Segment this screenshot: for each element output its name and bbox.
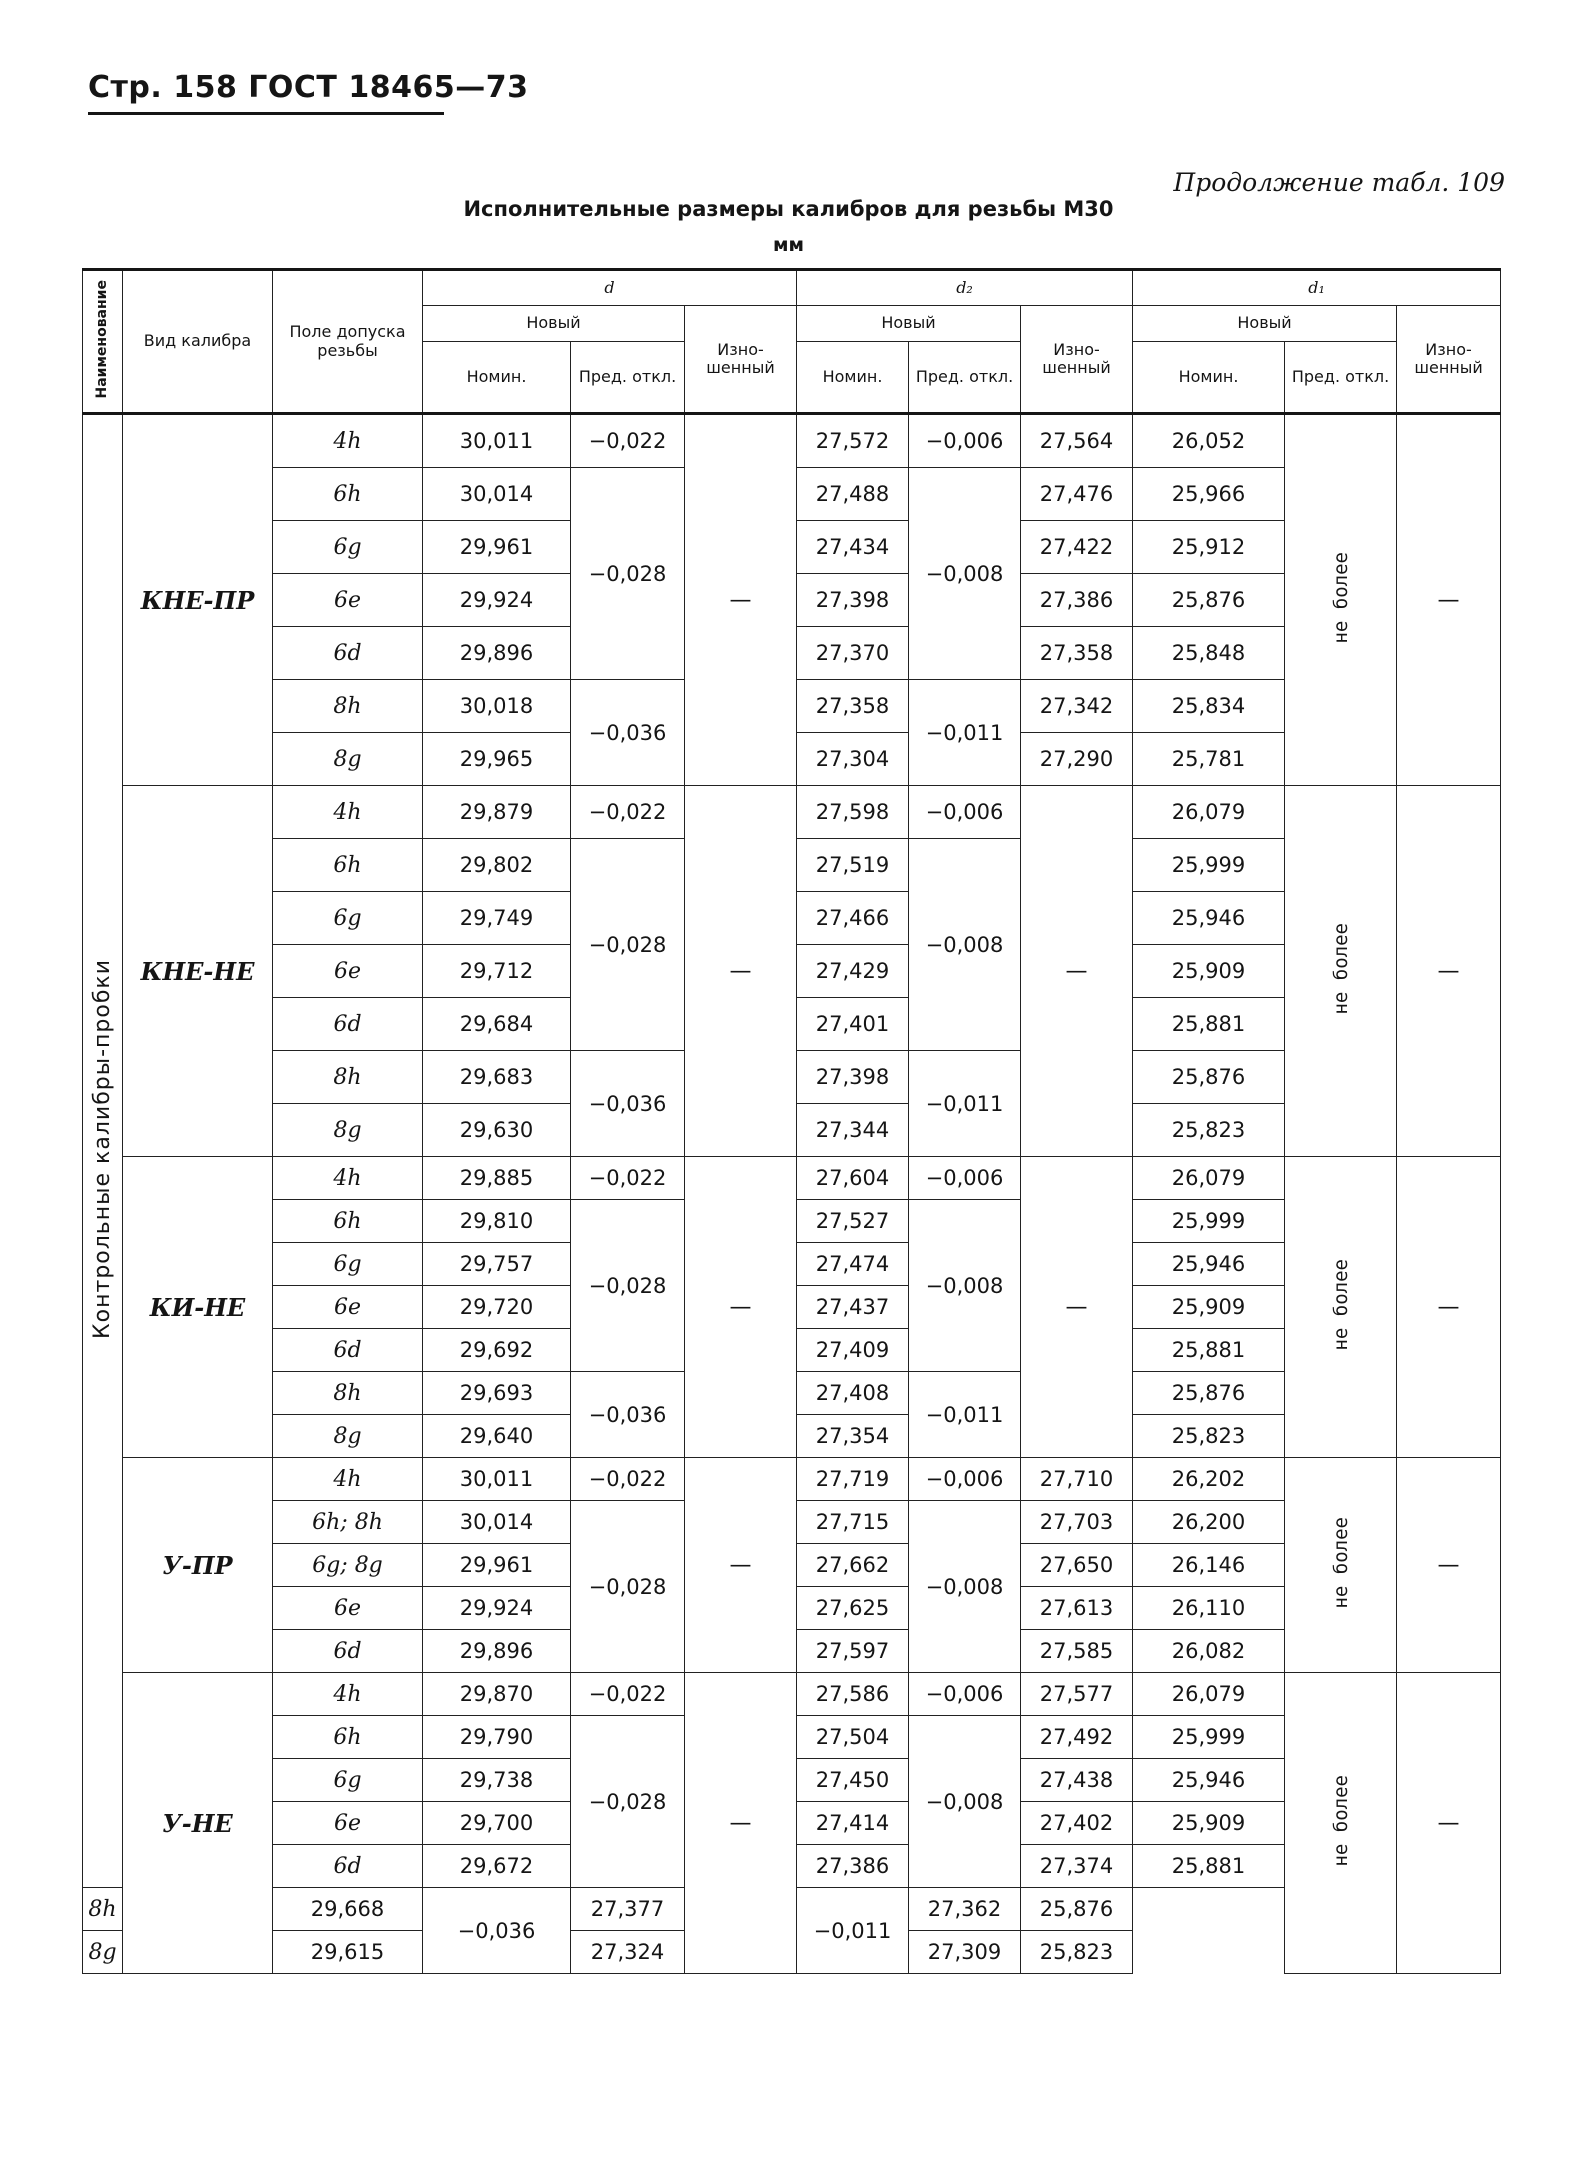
d1-nominal-cell: 25,999: [1133, 1716, 1285, 1759]
d-deviation-cell: −0,036: [571, 1051, 685, 1157]
d2-nominal-cell: 27,437: [797, 1286, 909, 1329]
d2-nominal-cell: 27,597: [797, 1630, 909, 1673]
d2-deviation-cell: −0,008: [909, 1501, 1021, 1673]
d2-nominal-cell: 27,401: [797, 998, 909, 1051]
d-nominal-cell: 29,896: [423, 1630, 571, 1673]
header-d2-new: Новый: [797, 306, 1021, 342]
d-deviation-cell: −0,028: [571, 1716, 685, 1888]
d2-nominal-cell: 27,504: [797, 1716, 909, 1759]
dash-cell: —: [1397, 1458, 1501, 1673]
header-d2-nominal: Номин.: [797, 342, 909, 414]
d-nominal-cell: 29,790: [423, 1716, 571, 1759]
d2-worn-cell: 27,613: [1021, 1587, 1133, 1630]
gauge-type-u-ne: У-НЕ: [123, 1673, 273, 1974]
d2-worn-cell: 27,492: [1021, 1716, 1133, 1759]
standard-number: ГОСТ 18465—73: [248, 70, 529, 105]
d-nominal-cell: 29,683: [423, 1051, 571, 1104]
gauge-type-u-pr: У-ПР: [123, 1458, 273, 1673]
tolerance-field-cell: 6h: [273, 1716, 423, 1759]
d1-nominal-cell: 26,082: [1133, 1630, 1285, 1673]
header-d1: d₁: [1133, 270, 1501, 306]
table-row: [83, 1673, 1501, 1716]
d2-nominal-cell: 27,719: [797, 1458, 909, 1501]
page-reference: Стр. 158: [88, 70, 238, 105]
d-nominal-cell: 29,885: [423, 1157, 571, 1200]
d2-nominal-cell: 27,429: [797, 945, 909, 998]
tolerance-field-cell: 4h: [273, 1157, 423, 1200]
d2-nominal-cell: 27,409: [797, 1329, 909, 1372]
header-d2-worn: Изно-шенный: [1021, 306, 1133, 414]
d1-nominal-cell: 26,052: [1133, 414, 1285, 468]
header-d-nominal: Номин.: [423, 342, 571, 414]
d1-nominal-cell: 26,110: [1133, 1587, 1285, 1630]
dash-cell: —: [685, 1458, 797, 1673]
d2-nominal-cell: 27,450: [797, 1759, 909, 1802]
table-units: мм: [772, 234, 805, 256]
d2-worn-cell: 27,476: [1021, 468, 1133, 521]
d1-nominal-cell: 26,079: [1133, 1157, 1285, 1200]
d1-nominal-cell: 25,946: [1133, 1759, 1285, 1802]
d1-nominal-cell: 25,946: [1133, 892, 1285, 945]
d-nominal-cell: 29,749: [423, 892, 571, 945]
d1-nominal-cell: 25,909: [1133, 945, 1285, 998]
page-header: [88, 70, 528, 105]
d-nominal-cell: 30,018: [423, 680, 571, 733]
d2-nominal-cell: 27,324: [571, 1931, 685, 1974]
d1-nominal-cell: 25,881: [1133, 1845, 1285, 1888]
tolerance-field-cell: 8g: [273, 1104, 423, 1157]
d-nominal-cell: 29,668: [273, 1888, 423, 1931]
d2-nominal-cell: 27,344: [797, 1104, 909, 1157]
header-d1-new: Новый: [1133, 306, 1397, 342]
d1-nominal-cell: 25,834: [1133, 680, 1285, 733]
d2-nominal-cell: 27,304: [797, 733, 909, 786]
tolerance-field-cell: 4h: [273, 786, 423, 839]
d2-nominal-cell: 27,662: [797, 1544, 909, 1587]
table-title: Исполнительные размеры калибров для резьбы М30: [463, 197, 1114, 221]
d2-worn-cell: 27,358: [1021, 627, 1133, 680]
dash-cell: —: [1021, 786, 1133, 1157]
d2-nominal-cell: 27,715: [797, 1501, 909, 1544]
d2-deviation-cell: −0,006: [909, 414, 1021, 468]
d-deviation-cell: −0,022: [571, 786, 685, 839]
dash-cell: —: [1021, 1157, 1133, 1458]
gauge-type-kne-pr: КНЕ-ПР: [123, 414, 273, 786]
d1-nominal-cell: 26,079: [1133, 1673, 1285, 1716]
d2-nominal-cell: 27,572: [797, 414, 909, 468]
d2-nominal-cell: 27,519: [797, 839, 909, 892]
table-row: [83, 414, 1501, 468]
table-continuation-note: Продолжение табл. 109: [1173, 168, 1505, 197]
dash-cell: —: [685, 1673, 797, 1974]
d2-worn-cell: 27,362: [909, 1888, 1021, 1931]
d-nominal-cell: 29,615: [273, 1931, 423, 1974]
d-deviation-cell: −0,022: [571, 414, 685, 468]
tolerance-field-cell: 4h: [273, 1673, 423, 1716]
d2-deviation-cell: −0,011: [797, 1888, 909, 1974]
tolerance-field-cell: 6h: [273, 468, 423, 521]
gauge-type-kne-ne: КНЕ-НЕ: [123, 786, 273, 1157]
d1-nominal-cell: 25,781: [1133, 733, 1285, 786]
tolerance-field-cell: 6d: [273, 998, 423, 1051]
d2-nominal-cell: 27,414: [797, 1802, 909, 1845]
d1-nominal-cell: 25,912: [1133, 521, 1285, 574]
tolerance-field-cell: 6g: [273, 521, 423, 574]
tolerance-field-cell: 6g; 8g: [273, 1544, 423, 1587]
tolerance-field-cell: 6g: [273, 1759, 423, 1802]
tolerance-field-cell: 6d: [273, 627, 423, 680]
d2-worn-cell: 27,386: [1021, 574, 1133, 627]
d1-nominal-cell: 25,848: [1133, 627, 1285, 680]
d1-nominal-cell: 25,909: [1133, 1802, 1285, 1845]
header-underline: [88, 112, 444, 115]
d1-nominal-cell: 25,999: [1133, 1200, 1285, 1243]
d2-deviation-cell: −0,008: [909, 1200, 1021, 1372]
d2-nominal-cell: 27,527: [797, 1200, 909, 1243]
d2-worn-cell: 27,585: [1021, 1630, 1133, 1673]
d2-nominal-cell: 27,398: [797, 574, 909, 627]
d-nominal-cell: 29,879: [423, 786, 571, 839]
d2-nominal-cell: 27,434: [797, 521, 909, 574]
dash-cell: —: [1397, 1673, 1501, 1974]
d2-worn-cell: 27,402: [1021, 1802, 1133, 1845]
header-gauge-type: Вид калибра: [123, 270, 273, 414]
dash-cell: —: [1397, 1157, 1501, 1458]
tolerance-field-cell: 6e: [273, 1286, 423, 1329]
d2-worn-cell: 27,374: [1021, 1845, 1133, 1888]
tolerance-field-cell: 6e: [273, 1587, 423, 1630]
d-nominal-cell: 29,700: [423, 1802, 571, 1845]
d1-nominal-cell: 25,823: [1021, 1931, 1133, 1974]
d2-worn-cell: 27,710: [1021, 1458, 1133, 1501]
not-more-label: не более: [1285, 414, 1397, 786]
d2-deviation-cell: −0,008: [909, 1716, 1021, 1888]
header-d-worn: Изно-шенный: [685, 306, 797, 414]
header-d1-limit-dev: Пред. откл.: [1285, 342, 1397, 414]
d-nominal-cell: 29,720: [423, 1286, 571, 1329]
d2-nominal-cell: 27,370: [797, 627, 909, 680]
not-more-label: не более: [1285, 786, 1397, 1157]
d2-nominal-cell: 27,386: [797, 1845, 909, 1888]
tolerance-field-cell: 6d: [273, 1329, 423, 1372]
tolerance-field-cell: 6h: [273, 1200, 423, 1243]
d2-deviation-cell: −0,011: [909, 1372, 1021, 1458]
gauge-type-ki-ne: КИ-НЕ: [123, 1157, 273, 1458]
tolerance-field-cell: 6d: [273, 1630, 423, 1673]
d-deviation-cell: −0,028: [571, 1200, 685, 1372]
d2-nominal-cell: 27,377: [571, 1888, 685, 1931]
d-nominal-cell: 30,014: [423, 1501, 571, 1544]
d2-nominal-cell: 27,398: [797, 1051, 909, 1104]
d1-nominal-cell: 25,909: [1133, 1286, 1285, 1329]
d1-nominal-cell: 26,200: [1133, 1501, 1285, 1544]
d2-nominal-cell: 27,408: [797, 1372, 909, 1415]
d1-nominal-cell: 25,876: [1133, 574, 1285, 627]
d1-nominal-cell: 25,823: [1133, 1104, 1285, 1157]
d1-nominal-cell: 25,999: [1133, 839, 1285, 892]
d1-nominal-cell: 25,823: [1133, 1415, 1285, 1458]
tolerance-field-cell: 4h: [273, 1458, 423, 1501]
tolerance-field-cell: 6g: [273, 1243, 423, 1286]
name-column-label: Контрольные калибры-пробки: [83, 414, 123, 1888]
d2-nominal-cell: 27,354: [797, 1415, 909, 1458]
d1-nominal-cell: 25,876: [1133, 1372, 1285, 1415]
header-d2-limit-dev: Пред. откл.: [909, 342, 1021, 414]
d1-nominal-cell: 25,966: [1133, 468, 1285, 521]
gauge-dimensions-table: [82, 268, 1501, 1974]
d1-nominal-cell: 25,881: [1133, 998, 1285, 1051]
d2-worn-cell: 27,342: [1021, 680, 1133, 733]
d-deviation-cell: −0,028: [571, 468, 685, 680]
d-deviation-cell: −0,036: [571, 1372, 685, 1458]
d-deviation-cell: −0,022: [571, 1157, 685, 1200]
d-nominal-cell: 29,961: [423, 1544, 571, 1587]
table-row: [83, 786, 1501, 839]
d-nominal-cell: 29,693: [423, 1372, 571, 1415]
d2-worn-cell: 27,650: [1021, 1544, 1133, 1587]
header-d-new: Новый: [423, 306, 685, 342]
d-nominal-cell: 29,896: [423, 627, 571, 680]
d1-nominal-cell: 25,946: [1133, 1243, 1285, 1286]
table-row: [83, 1157, 1501, 1200]
header-d2: d₂: [797, 270, 1133, 306]
d-nominal-cell: 29,924: [423, 1587, 571, 1630]
d-deviation-cell: −0,022: [571, 1458, 685, 1501]
d-deviation-cell: −0,036: [571, 680, 685, 786]
d2-nominal-cell: 27,358: [797, 680, 909, 733]
d-nominal-cell: 29,640: [423, 1415, 571, 1458]
d-deviation-cell: −0,036: [423, 1888, 571, 1974]
tolerance-field-cell: 6d: [273, 1845, 423, 1888]
d2-nominal-cell: 27,466: [797, 892, 909, 945]
header-d1-nominal: Номин.: [1133, 342, 1285, 414]
d2-worn-cell: 27,422: [1021, 521, 1133, 574]
d2-nominal-cell: 27,474: [797, 1243, 909, 1286]
d1-nominal-cell: 25,876: [1021, 1888, 1133, 1931]
tolerance-field-cell: 8g: [83, 1931, 123, 1974]
d1-nominal-cell: 26,202: [1133, 1458, 1285, 1501]
not-more-label: не более: [1285, 1157, 1397, 1458]
d-deviation-cell: −0,022: [571, 1673, 685, 1716]
d2-nominal-cell: 27,598: [797, 786, 909, 839]
header-tolerance-field: Поле допуска резьбы: [273, 270, 423, 414]
d-nominal-cell: 29,810: [423, 1200, 571, 1243]
d2-nominal-cell: 27,625: [797, 1587, 909, 1630]
d2-nominal-cell: 27,488: [797, 468, 909, 521]
header-d: d: [423, 270, 797, 306]
d-nominal-cell: 29,961: [423, 521, 571, 574]
dash-cell: —: [1397, 786, 1501, 1157]
d-nominal-cell: 29,672: [423, 1845, 571, 1888]
d-nominal-cell: 29,802: [423, 839, 571, 892]
d-nominal-cell: 30,011: [423, 414, 571, 468]
d2-worn-cell: 27,577: [1021, 1673, 1133, 1716]
tolerance-field-cell: 6g: [273, 892, 423, 945]
d-nominal-cell: 29,738: [423, 1759, 571, 1802]
d-nominal-cell: 29,924: [423, 574, 571, 627]
d1-nominal-cell: 25,881: [1133, 1329, 1285, 1372]
tolerance-field-cell: 8g: [273, 733, 423, 786]
d2-deviation-cell: −0,006: [909, 1673, 1021, 1716]
d-nominal-cell: 29,692: [423, 1329, 571, 1372]
tolerance-field-cell: 4h: [273, 414, 423, 468]
d-deviation-cell: −0,028: [571, 839, 685, 1051]
d-nominal-cell: 29,712: [423, 945, 571, 998]
tolerance-field-cell: 6h; 8h: [273, 1501, 423, 1544]
d2-deviation-cell: −0,011: [909, 680, 1021, 786]
header-d1-worn: Изно-шенный: [1397, 306, 1501, 414]
dash-cell: —: [685, 786, 797, 1157]
d-nominal-cell: 29,757: [423, 1243, 571, 1286]
d-nominal-cell: 29,870: [423, 1673, 571, 1716]
tolerance-field-cell: 6e: [273, 574, 423, 627]
d-nominal-cell: 29,684: [423, 998, 571, 1051]
tolerance-field-cell: 8h: [273, 1372, 423, 1415]
d-nominal-cell: 29,965: [423, 733, 571, 786]
d1-nominal-cell: 25,876: [1133, 1051, 1285, 1104]
d1-nominal-cell: 26,146: [1133, 1544, 1285, 1587]
d-nominal-cell: 30,011: [423, 1458, 571, 1501]
tolerance-field-cell: 8h: [273, 680, 423, 733]
d2-worn-cell: 27,703: [1021, 1501, 1133, 1544]
d2-deviation-cell: −0,006: [909, 786, 1021, 839]
d-nominal-cell: 30,014: [423, 468, 571, 521]
d-deviation-cell: −0,028: [571, 1501, 685, 1673]
tolerance-field-cell: 8g: [273, 1415, 423, 1458]
not-more-label: не более: [1285, 1673, 1397, 1974]
d2-deviation-cell: −0,008: [909, 468, 1021, 680]
d1-nominal-cell: 26,079: [1133, 786, 1285, 839]
header-d-limit-dev: Пред. откл.: [571, 342, 685, 414]
d2-worn-cell: 27,309: [909, 1931, 1021, 1974]
d2-deviation-cell: −0,006: [909, 1458, 1021, 1501]
d2-deviation-cell: −0,008: [909, 839, 1021, 1051]
d2-deviation-cell: −0,011: [909, 1051, 1021, 1157]
dash-cell: —: [685, 414, 797, 786]
d2-worn-cell: 27,290: [1021, 733, 1133, 786]
dash-cell: —: [1397, 414, 1501, 786]
d-nominal-cell: 29,630: [423, 1104, 571, 1157]
tolerance-field-cell: 6h: [273, 839, 423, 892]
tolerance-field-cell: 8h: [83, 1888, 123, 1931]
d2-worn-cell: 27,438: [1021, 1759, 1133, 1802]
dash-cell: —: [685, 1157, 797, 1458]
d2-nominal-cell: 27,604: [797, 1157, 909, 1200]
d2-nominal-cell: 27,586: [797, 1673, 909, 1716]
d2-deviation-cell: −0,006: [909, 1157, 1021, 1200]
tolerance-field-cell: 6e: [273, 1802, 423, 1845]
table-row: [83, 1458, 1501, 1501]
not-more-label: не более: [1285, 1458, 1397, 1673]
d2-worn-cell: 27,564: [1021, 414, 1133, 468]
tolerance-field-cell: 8h: [273, 1051, 423, 1104]
header-name: Наименование: [83, 270, 123, 414]
tolerance-field-cell: 6e: [273, 945, 423, 998]
